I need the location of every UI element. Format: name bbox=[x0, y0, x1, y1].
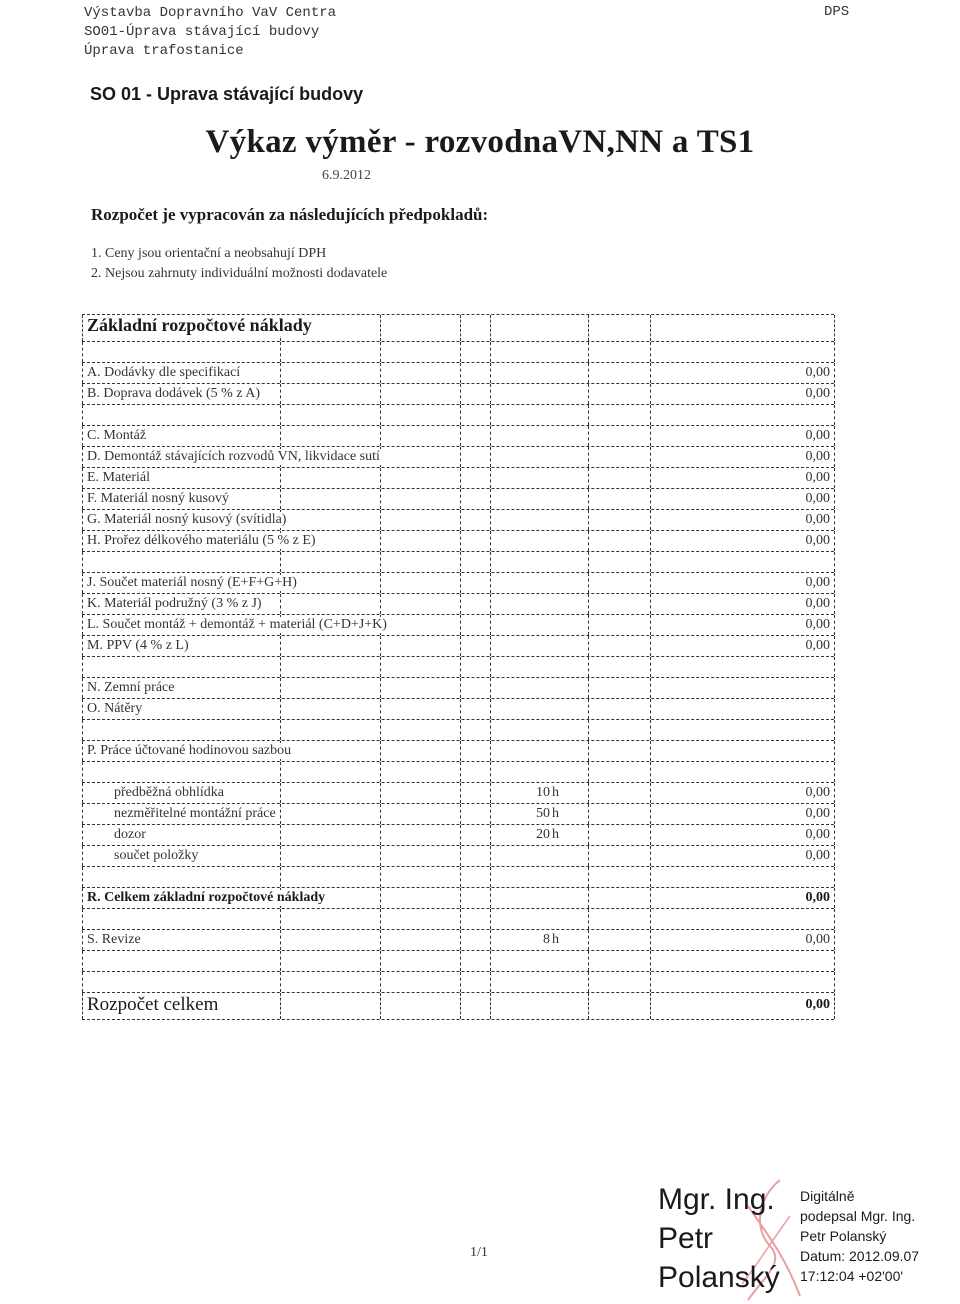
row-label: S. Revize bbox=[87, 932, 141, 947]
row-unit: h bbox=[552, 827, 559, 842]
row-value: 0,00 bbox=[805, 638, 830, 653]
table-row bbox=[82, 593, 834, 614]
signer-name-line: Mgr. Ing. bbox=[658, 1183, 775, 1216]
doc-stage-label: DPS bbox=[824, 4, 850, 20]
row-value: 0,00 bbox=[805, 785, 830, 800]
table-row bbox=[82, 614, 834, 635]
row-label: předběžná obhlídka bbox=[114, 785, 225, 800]
row-quantity: 10 bbox=[536, 785, 550, 800]
table-row bbox=[82, 929, 834, 950]
table-row-subtotal bbox=[82, 887, 834, 908]
row-value: 0,00 bbox=[805, 617, 830, 632]
assumptions-heading: Rozpočet je vypracován za následujících předpokladů: bbox=[91, 205, 489, 224]
table-row bbox=[82, 467, 834, 488]
row-label: součet položky bbox=[114, 848, 199, 863]
signature-line: Petr Polanský bbox=[800, 1228, 887, 1244]
signature-line: Digitálně bbox=[800, 1188, 855, 1204]
table-title: Základní rozpočtové náklady bbox=[87, 315, 312, 335]
table-row bbox=[82, 383, 834, 404]
project-line-2: SO01-Úprava stávající budovy bbox=[84, 24, 320, 40]
row-label: R. Celkem základní rozpočtové náklady bbox=[87, 890, 326, 905]
row-value: 0,00 bbox=[805, 932, 830, 947]
total-label: Rozpočet celkem bbox=[87, 994, 219, 1015]
row-value: 0,00 bbox=[805, 848, 830, 863]
row-value: 0,00 bbox=[805, 428, 830, 443]
table-row bbox=[82, 740, 834, 761]
row-value: 0,00 bbox=[805, 827, 830, 842]
table-row bbox=[82, 362, 834, 383]
table-title-row bbox=[82, 314, 834, 341]
signature-details bbox=[800, 1186, 919, 1286]
project-line-1: Výstavba Dopravního VaV Centra bbox=[84, 5, 337, 21]
table-row bbox=[82, 824, 834, 845]
row-label: C. Montáž bbox=[87, 428, 147, 443]
row-label: B. Doprava dodávek (5 % z A) bbox=[87, 386, 261, 401]
row-value: 0,00 bbox=[805, 449, 830, 464]
assumptions-list bbox=[91, 244, 387, 284]
table-row bbox=[82, 425, 834, 446]
assumption-item: 1. Ceny jsou orientační a neobsahují DPH bbox=[91, 246, 327, 261]
signer-name-line: Polanský bbox=[658, 1261, 780, 1294]
row-label: nezměřitelné montážní práce bbox=[114, 806, 276, 821]
assumption-item: 2. Nejsou zahrnuty individuální možnosti dodavatele bbox=[91, 266, 388, 281]
table-row bbox=[82, 509, 834, 530]
table-row bbox=[82, 698, 834, 719]
table-row bbox=[82, 803, 834, 824]
row-value: 0,00 bbox=[805, 512, 830, 527]
signer-name bbox=[658, 1180, 788, 1297]
row-value: 0,00 bbox=[805, 533, 830, 548]
table-row bbox=[82, 782, 834, 803]
row-label: J. Součet materiál nosný (E+F+G+H) bbox=[87, 575, 297, 590]
page-title: Výkaz výměr - rozvodnaVN,NN a TS1 bbox=[205, 124, 755, 160]
row-label: K. Materiál podružný (3 % z J) bbox=[87, 596, 262, 611]
signer-name-line: Petr bbox=[658, 1222, 714, 1255]
signature-line: podepsal Mgr. Ing. bbox=[800, 1208, 916, 1224]
row-value: 0,00 bbox=[805, 596, 830, 611]
row-label: A. Dodávky dle specifikací bbox=[87, 365, 241, 380]
table-row bbox=[82, 845, 834, 866]
row-label: M. PPV (4 % z L) bbox=[87, 638, 189, 653]
total-value: 0,00 bbox=[805, 997, 830, 1012]
page-number: 1/1 bbox=[470, 1245, 488, 1260]
table-row-total bbox=[82, 992, 834, 1020]
project-header bbox=[84, 4, 336, 61]
row-unit: h bbox=[552, 785, 559, 800]
row-value: 0,00 bbox=[805, 890, 830, 905]
row-label: H. Prořez délkového materiálu (5 % z E) bbox=[87, 533, 316, 548]
row-value: 0,00 bbox=[805, 470, 830, 485]
table-row bbox=[82, 635, 834, 656]
row-label: O. Nátěry bbox=[87, 701, 143, 716]
table-row bbox=[82, 572, 834, 593]
row-quantity: 8 bbox=[543, 932, 550, 947]
row-quantity: 20 bbox=[536, 827, 550, 842]
table-row bbox=[82, 488, 834, 509]
row-label: G. Materiál nosný kusový (svítidla) bbox=[87, 512, 287, 527]
row-label: D. Demontáž stávajících rozvodů VN, likvidace sutí bbox=[87, 449, 380, 464]
row-value: 0,00 bbox=[805, 365, 830, 380]
table-row bbox=[82, 530, 834, 551]
row-value: 0,00 bbox=[805, 575, 830, 590]
table-row bbox=[82, 677, 834, 698]
cost-table bbox=[82, 314, 834, 1020]
row-value: 0,00 bbox=[805, 386, 830, 401]
row-label: N. Zemní práce bbox=[87, 680, 175, 695]
row-label: L. Součet montáž + demontáž + materiál (C+D+J+K) bbox=[87, 617, 387, 632]
row-label: F. Materiál nosný kusový bbox=[87, 491, 229, 506]
row-value: 0,00 bbox=[805, 806, 830, 821]
row-label: dozor bbox=[114, 827, 146, 842]
signature-line: Datum: 2012.09.07 bbox=[800, 1248, 920, 1264]
document-date: 6.9.2012 bbox=[322, 168, 371, 183]
row-unit: h bbox=[552, 932, 559, 947]
row-unit: h bbox=[552, 806, 559, 821]
section-title: SO 01 - Uprava stávající budovy bbox=[90, 84, 364, 104]
row-label: E. Materiál bbox=[87, 470, 150, 485]
signature-line: 17:12:04 +02'00' bbox=[800, 1268, 904, 1284]
row-value: 0,00 bbox=[805, 491, 830, 506]
project-line-3: Úprava trafostanice bbox=[84, 43, 244, 59]
row-label: P. Práce účtované hodinovou sazbou bbox=[87, 743, 292, 758]
table-row bbox=[82, 446, 834, 467]
row-quantity: 50 bbox=[536, 806, 550, 821]
